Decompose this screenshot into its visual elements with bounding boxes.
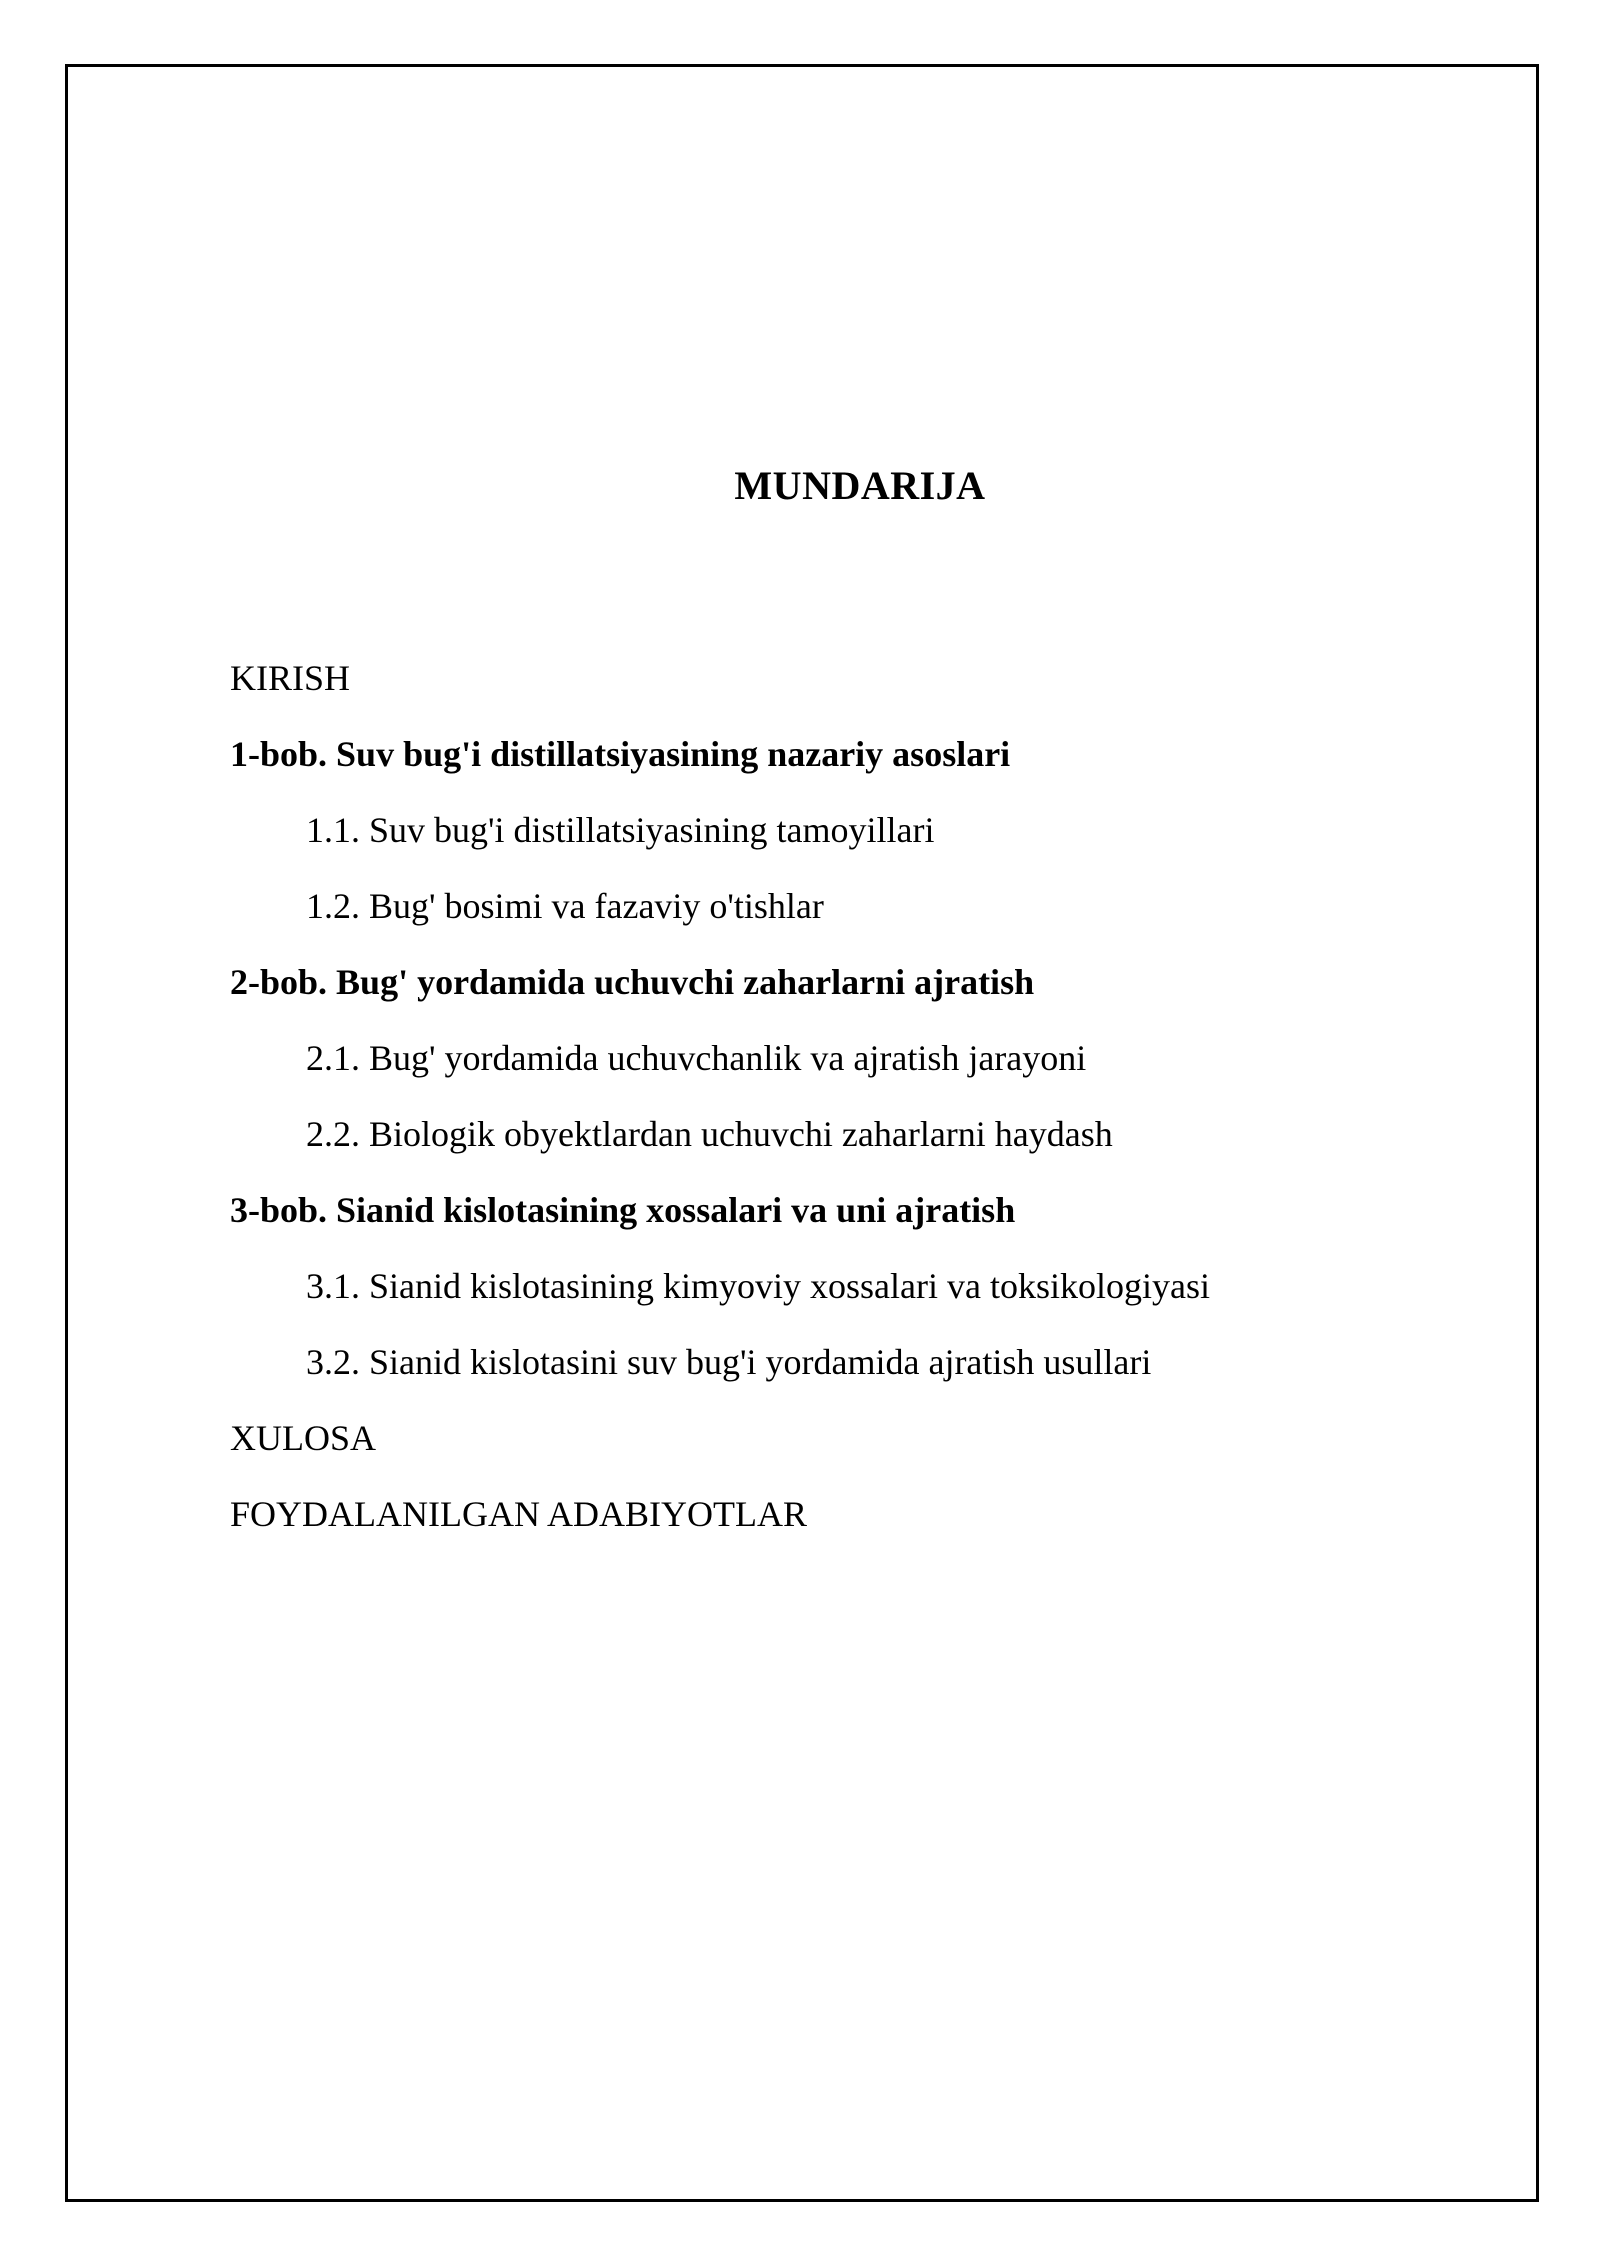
toc-entry-section-3-2: 3.2. Sianid kislotasini suv bug'i yordamida ajratish usullari [306, 1342, 1152, 1382]
toc-entry-references: FOYDALANILGAN ADABIYOTLAR [230, 1494, 807, 1534]
table-of-contents [230, 640, 1210, 1552]
toc-entry-section-1-1: 1.1. Suv bug'i distillatsiyasining tamoyillari [306, 810, 935, 850]
toc-entry-section-2-2: 2.2. Biologik obyektlardan uchuvchi zaharlarni haydash [306, 1114, 1113, 1154]
toc-entry-section-2-1: 2.1. Bug' yordamida uchuvchanlik va ajratish jarayoni [306, 1038, 1087, 1078]
toc-entry-introduction: KIRISH [230, 658, 351, 698]
toc-entry-conclusion: XULOSA [230, 1418, 377, 1458]
toc-entry-chapter-2: 2-bob. Bug' yordamida uchuvchi zaharlarni ajratish [230, 962, 1035, 1002]
toc-entry-section-1-2: 1.2. Bug' bosimi va fazaviy o'tishlar [306, 886, 824, 926]
toc-entry-chapter-1: 1-bob. Suv bug'i distillatsiyasining nazariy asoslari [230, 734, 1011, 774]
page-title: MUNDARIJA [734, 463, 986, 508]
toc-entry-chapter-3: 3-bob. Sianid kislotasining xossalari va uni ajratish [230, 1190, 1016, 1230]
toc-entry-section-3-1: 3.1. Sianid kislotasining kimyoviy xossalari va toksikologiyasi [306, 1266, 1210, 1306]
